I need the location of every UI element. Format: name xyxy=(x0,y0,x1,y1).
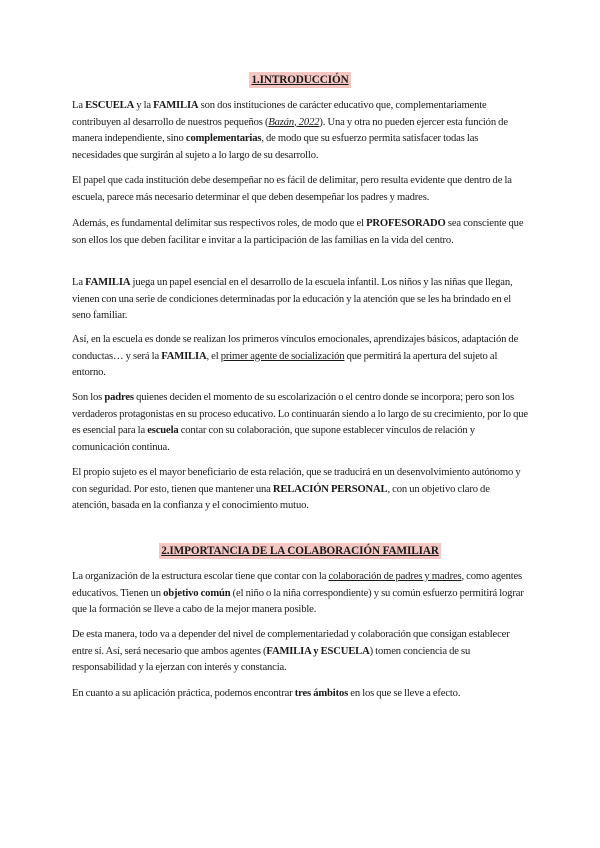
text: De esta manera, todo va a depender del nivel de complementariedad y colaboración que consigan establecer entre sí. Así, será necesario que ambos agentes ( xyxy=(72,629,510,657)
paragraph-3 xyxy=(72,216,528,249)
text: Además, es fundamental delimitar sus respectivos roles, de modo que el xyxy=(72,218,367,229)
text: contar con su colaboración, que supone establecer vínculos de relación y comunicación continua. xyxy=(72,425,475,453)
text: En cuanto a su aplicación práctica, podemos encontrar xyxy=(72,688,295,699)
underlined-text: colaboración de padres y madres xyxy=(328,571,462,582)
bold-text: padres xyxy=(104,392,134,403)
bold-text: ESCUELA xyxy=(85,100,135,111)
paragraph-1 xyxy=(72,98,528,164)
text: que permitirá la apertura del sujeto al entorno. xyxy=(72,350,498,378)
bold-text: FAMILIA y ESCUELA xyxy=(266,645,370,657)
text: en los que se lleve a efecto. xyxy=(348,688,461,699)
text: El propio sujeto es el mayor beneficiario de esta relación, que se traducirá en un desenvolvimiento autónomo y con seguridad. Por esto, tienen que mantener una xyxy=(72,467,521,495)
bold-text: objetivo común xyxy=(163,587,231,599)
text: La xyxy=(72,277,86,288)
text: Así, en la escuela es donde se realizan los primeros vínculos emocionales, aprendizajes básicos, adaptación de conductas… y será la xyxy=(72,334,519,362)
bold-text: FAMILIA xyxy=(85,277,131,288)
text: ). Una y otra no pueden ejercer esta función de manera independiente, sino xyxy=(72,116,508,144)
section-1-heading-wrap xyxy=(0,70,600,88)
text: quienes deciden el momento de su escolarización o el centro donde se incorpora; pero son los verdaderos protagonistas en su proceso educativo. Lo continuarán siendo a lo largo de su crecimiento, por lo que es esencial para la xyxy=(72,392,528,436)
bold-text: FAMILIA xyxy=(161,350,207,362)
paragraph-6 xyxy=(72,390,528,456)
paragraph-5 xyxy=(72,332,528,382)
bold-text: tres ámbitos xyxy=(294,688,349,699)
text: , con un objetivo claro de atención, basada en la confianza y el conocimiento mutuo. xyxy=(72,483,490,511)
bold-text: PROFESORADO xyxy=(366,218,446,229)
bold-text: escuela xyxy=(147,425,179,436)
paragraph-7 xyxy=(72,465,528,515)
bold-text: FAMILIA xyxy=(153,100,199,111)
text: sea consciente que son ellos los que deben facilitar e invitar a la participación de las familias en la vida del centro. xyxy=(72,218,524,246)
section-2-heading-wrap xyxy=(0,541,600,559)
text: ) tomen conciencia de su responsabilidad y la ejerzan con interés y constancia. xyxy=(72,645,471,673)
text: juega un papel esencial en el desarrollo de la escuela infantil. Los niños y las niñas que llegan, vienen con una serie de condiciones determinadas por la educación y la atención que se les ha brindado en el seno familiar. xyxy=(72,277,513,321)
text: Son los xyxy=(72,392,105,403)
text: , de modo que su esfuerzo permita satisfacer todas las necesidades que surgirán al sujeto a lo largo de su desarrollo. xyxy=(72,133,479,161)
section-2-paragraph-3 xyxy=(72,686,528,703)
citation: Bazán, 2022 xyxy=(268,116,320,128)
text: La organización de la estructura escolar tiene que contar con la xyxy=(72,571,329,582)
section-2-heading: 2.IMPORTANCIA DE LA COLABORACIÓN FAMILIAR xyxy=(161,545,439,557)
text: , el xyxy=(206,350,221,362)
text: El papel que cada institución debe desempeñar no es fácil de delimitar, pero resulta evidente que dentro de la escuela, parece más necesario determinar el que deben desempeñar los padres y madres. xyxy=(72,175,512,203)
bold-text: complementarias xyxy=(185,133,262,144)
section-1-heading: 1.INTRODUCCIÓN xyxy=(251,74,349,86)
text: son dos instituciones de carácter educativo que, complementariamente contribuyen al desarrollo de nuestros pequeños ( xyxy=(72,100,487,128)
paragraph-4 xyxy=(72,275,528,325)
bold-text: RELACIÓN PERSONAL xyxy=(272,483,388,495)
underlined-text: primer agente de socialización xyxy=(220,350,345,362)
paragraph-2 xyxy=(72,173,528,206)
section-2-paragraph-2 xyxy=(72,627,528,677)
text: (el niño o la niña correspondiente) y su común esfuerzo permitirá lograr que la formación se lleve a cabo de la mejor manera posible. xyxy=(72,587,524,615)
text: La xyxy=(72,100,86,111)
text: , como agentes educativos. Tienen un xyxy=(72,571,523,599)
text: y la xyxy=(134,100,154,111)
section-2-paragraph-1 xyxy=(72,569,528,619)
